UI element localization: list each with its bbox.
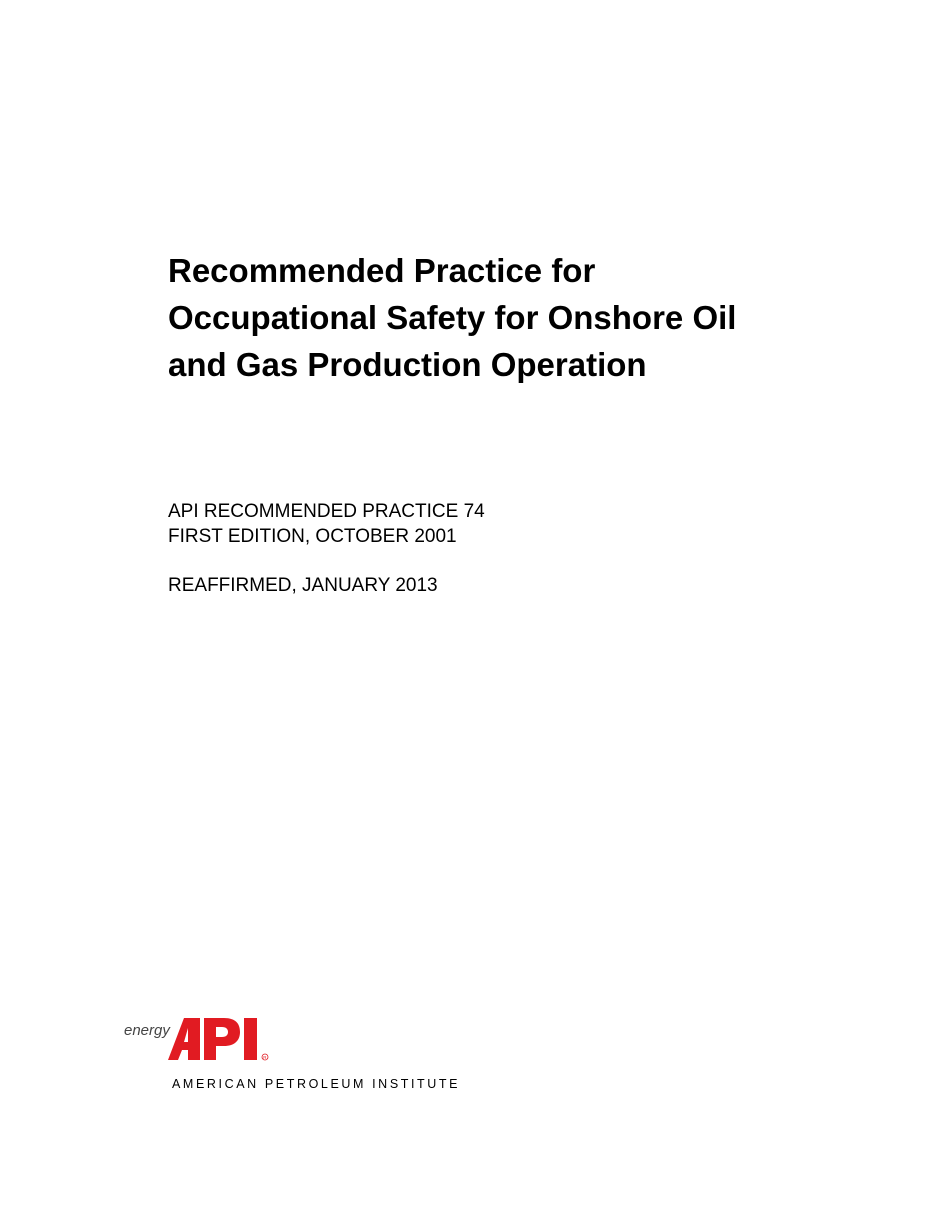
api-letters-icon [168, 1018, 257, 1060]
logo-tagline-icon: energy [124, 1022, 170, 1039]
document-designation: API RECOMMENDED PRACTICE 74 [168, 501, 485, 522]
logo-organization: AMERICAN PETROLEUM INSTITUTE [172, 1077, 461, 1091]
title-line-2: Occupational Safety for Onshore Oil [168, 299, 737, 336]
api-logo-mark [120, 1010, 280, 1066]
api-logo [120, 1010, 461, 1100]
document-title [168, 247, 868, 388]
document-edition: FIRST EDITION, OCTOBER 2001 [168, 526, 457, 547]
svg-text:R: R [263, 1054, 267, 1060]
title-line-1: Recommended Practice for [168, 252, 596, 289]
title-line-3: and Gas Production Operation [168, 346, 647, 383]
document-reaffirmed: REAFFIRMED, JANUARY 2013 [168, 575, 438, 596]
